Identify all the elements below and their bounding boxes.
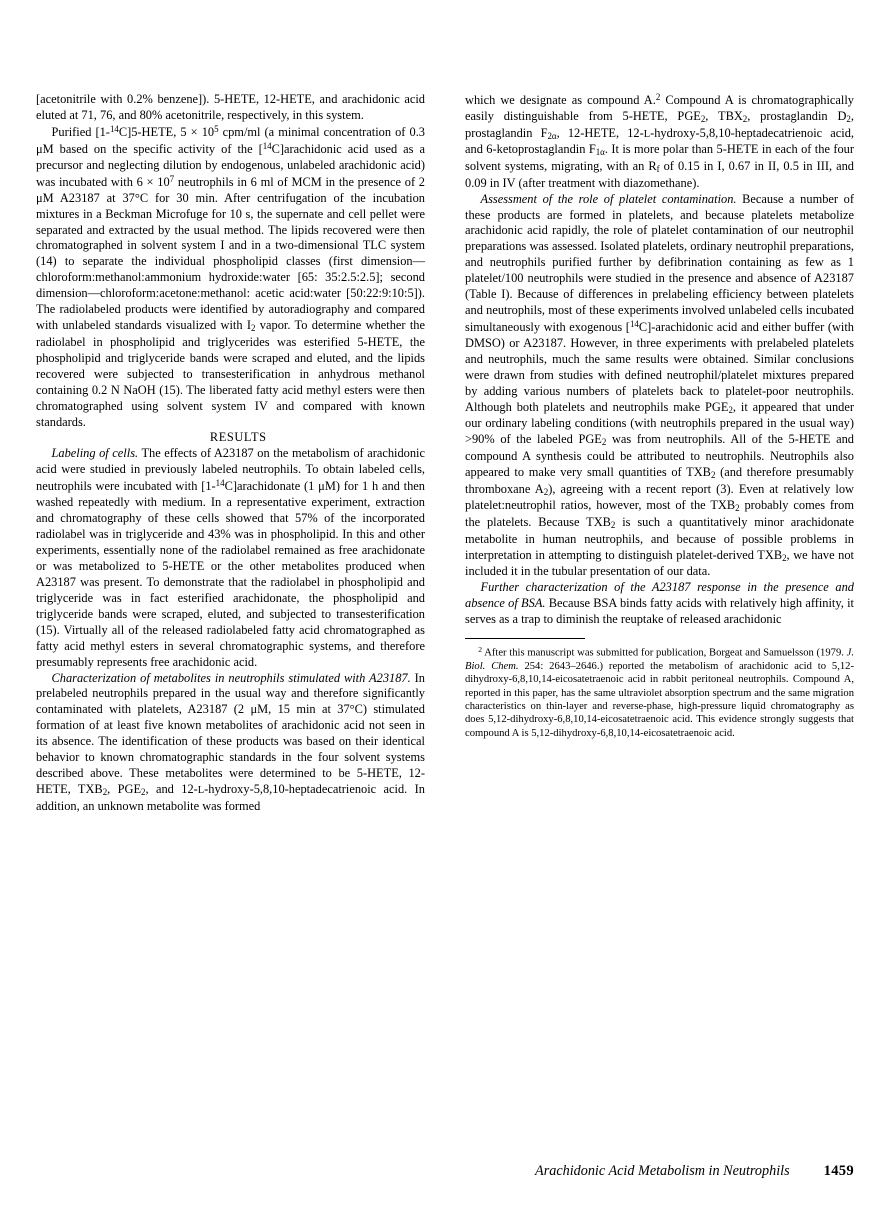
page-footer bbox=[36, 1163, 854, 1180]
subscript: 2 bbox=[700, 114, 706, 125]
text-run: In prelabeled neutrophils prepared in the usual way and therefore significantly contaminated with platelets, A23187 (2 bbox=[36, 670, 425, 717]
footnote-divider bbox=[465, 638, 585, 639]
footnote-reference-2[interactable]: 2 bbox=[655, 92, 661, 102]
text-run: M) for 1 h and then washed repeatedly with medium. In a representative experiment, extraction and chromatography of these cells showed that 57% of the incorporated radiolabel was in triglyceride and 43% was in phospholipid. In this and other experiments, essentially none of the radiolabel remained as free arachidonate or was metabolized to 5-HETE or the other metabolites produced when A23187 was present. To demonstrate that the radiolabel in phospholipid and triglyceride was in fact esterified arachidonate, the phospholipid and triglyceride bands were scraped, eluted, and subjected to transesterification (15). Virtually all of the released radiolabeled fatty acid chromatographed as fatty acid methyl esters in several chromatographic systems, and therefore presumably represents free arachidonic acid. bbox=[36, 479, 425, 669]
subscript: 2 bbox=[710, 470, 716, 481]
micro-symbol: μ bbox=[36, 190, 43, 205]
text-run: probably comes from the platelets. Because TXB bbox=[465, 498, 854, 530]
paragraph-compound-a bbox=[465, 92, 854, 192]
subscript: 1α bbox=[595, 147, 605, 158]
paragraph-methods-acetonitrile bbox=[36, 92, 425, 124]
text-run: was from neutrophils. All of the 5-HETE and compound A synthesis could be attributed to neutrophils. Neutrophils also appeared to make very small quantities of TXB bbox=[465, 432, 855, 479]
micro-symbol: μ bbox=[250, 702, 258, 717]
subscript: 2α bbox=[547, 130, 557, 141]
text-run: , we have not included it in the tubular presentation of our data. bbox=[465, 547, 855, 579]
superscript-isotope: 14 bbox=[262, 140, 272, 151]
text-run: Compound A is chromatographically easily distinguishable from 5-HETE, PGE bbox=[465, 93, 854, 123]
text-run: , it appeared that under our ordinary labeling conditions (with neutrophils prepared in the usual way) >90% of the labeled PGE bbox=[465, 399, 854, 447]
text-run: -hydroxy-5,8,10-heptadecatrienoic acid. In addition, an unknown metabolite was formed bbox=[36, 782, 425, 813]
text-run: The effects of A23187 on the metabolism of arachidonic acid were studied in previously labeled neutrophils. To obtain labeled cells, neutrophils were incubated with [1- bbox=[36, 446, 425, 494]
page-number: 1459 bbox=[823, 1163, 854, 1179]
paragraph-labeling-of-cells bbox=[36, 446, 425, 670]
micro-symbol: μ bbox=[318, 479, 325, 494]
text-run: cpm/ml (a minimal concentration of 0.3 bbox=[218, 124, 425, 139]
text-run: 254: 2643–2646.) reported the metabolism of arachidonic acid to 5,12-dihydroxy-6,8,10,14-eicosatetraenoic acid in rabbit peritoneal neutrophils. Compound A, reported in this paper, has the same ultraviolet absorption spectrum and the same migration characteristics on thin-layer and reverse-phase, high-pressure liquid chromatography as does 5,12-dihydroxy-6,8,10,14-eicosatetraenoic acid. This evidence strongly suggests that compound A is 5,12-dihydroxy-6,8,10,14-eicosatetraenoic acid. bbox=[465, 660, 854, 739]
text-run: is such a quantitatively minor arachidonate metabolite in human neutrophils, and because of possible problems in interpretation in attempting to distinguish platelet-derived TXB bbox=[465, 515, 854, 562]
subscript: 2 bbox=[782, 552, 787, 563]
subscript: 2 bbox=[610, 520, 616, 531]
text-run: ), agreeing with a recent report (3). Even at relatively low platelet:neutrophil ratios, however, most of the TXB bbox=[465, 481, 854, 513]
runin-heading-labeling-of-cells: Labeling of cells. bbox=[51, 446, 139, 461]
text-run: (and therefore presumably thromboxane A bbox=[465, 465, 854, 496]
subscript: 2 bbox=[543, 486, 549, 497]
runin-heading-further-characterization: Further characterization of the A23187 response in the presence and absence of BSA. bbox=[465, 580, 854, 611]
text-run: , prostaglandin F bbox=[465, 108, 854, 140]
text-run: [acetonitrile with 0.2% benzene]). 5-HETE, 12-HETE, and arachidonic acid eluted at 71, 76, and 80% acetonitrile, respectively, in this system. bbox=[36, 92, 425, 122]
text-run: M, 15 min at 37°C) stimulated formation of at least five known metabolites of arachidonic acid not seen in its absence. The identification of these products was based on their identical behavior to known chromatographic standards in the four solvent systems described above. These metabolites were determined to be 5-HETE, 12-HETE, TXB bbox=[36, 702, 425, 797]
subscript-rf: f bbox=[656, 164, 660, 175]
text-run: Because BSA binds fatty acids with relatively high affinity, it serves as a trap to diminish the reuptake of released arachidonic bbox=[465, 596, 854, 627]
text-run: . It is more polar than 5-HETE in each of the four solvent systems, migrating, with an R bbox=[465, 142, 854, 173]
runin-heading-characterization: Characterization of metabolites in neutrophils stimulated with A23187. bbox=[51, 670, 411, 685]
two-column-body bbox=[36, 92, 854, 815]
text-run: M A23187 at 37°C for 30 min. After centrifugation of the incubation mixtures in a Beckman Microfuge for 10 s, the supernate and cell pellet were separated and extracted by the usual method. The lipids recovered were then chromatographed in solvent system I and in a two-dimensional TLC system (14) to separate the individual phospholipid classes (first dimension—chloroform:methanol:ammonium hydroxide:water [65: 35:2.5:2.5]; second dimension—chloroform:acetone:methanol: acetic acid:water [50:22:9:10:5]). The radiolabeled products were identified by autoradiography and compared with unlabeled standards visualized with I bbox=[36, 190, 425, 333]
text-run: Purified [1- bbox=[51, 124, 110, 139]
text-run: neutrophils in 6 ml of MCM in the presence of 2 bbox=[174, 174, 425, 189]
text-run: Because a number of these products are formed in platelets, and because platelets metabolize arachidonic acid rapidly, the role of platelet contamination of our neutrophil preparations was assessed. Isolated platelets, ordinary neutrophil preparations, and neutrophils purified further by defibrination containing as few as 1 platelet/100 neutrophils were studied in the presence and absence of A23187 (Table I). Because of differences in prelabeling efficiency between platelets and neutrophils, most of these experiments involved unlabeled cells incubated simultaneously with exogenous [ bbox=[465, 191, 854, 335]
subscript: 2 bbox=[846, 114, 851, 125]
footnote-marker: 2 bbox=[478, 645, 483, 655]
section-heading-results: RESULTS bbox=[209, 430, 267, 445]
superscript-exponent: 5 bbox=[214, 123, 219, 134]
subscript: 2 bbox=[141, 787, 146, 798]
text-run: , PGE bbox=[107, 782, 142, 797]
subscript: 2 bbox=[728, 405, 733, 415]
paragraph-platelet-contamination bbox=[465, 192, 854, 581]
superscript-isotope: 14 bbox=[215, 478, 225, 489]
text-run: M based on the specific activity of the [ bbox=[42, 141, 263, 156]
text-run: C]5-HETE, 5 × 10 bbox=[118, 124, 215, 139]
paragraph-characterization-metabolites bbox=[36, 671, 425, 815]
text-run: vapor. To determine whether the radiolabel in phospholipid and triglycerides was esterified 5-HETE, the phospholipid and triglyceride bands were scraped and eluted, and the lipids recovered were subjected to transesterification in anhydrous methanol containing 0.2 N NaOH (15). The liberated fatty acid methyl esters were then chromatographed using solvent system IV and compared with known standards. bbox=[36, 318, 426, 429]
subscript: 2 bbox=[735, 503, 740, 514]
text-run: C]arachidonate (1 bbox=[224, 479, 319, 494]
text-run: , prostaglandin D bbox=[747, 108, 847, 123]
micro-symbol: μ bbox=[36, 141, 43, 156]
text-run: , 12-HETE, 12- bbox=[556, 125, 644, 140]
superscript-isotope: 14 bbox=[109, 123, 119, 134]
subscript: 2 bbox=[601, 437, 607, 448]
running-title: Arachidonic Acid Metabolism in Neutrophils bbox=[535, 1163, 790, 1179]
paragraph-purified-hete bbox=[36, 124, 425, 431]
text-run: of 0.15 in I, 0.67 in II, 0.5 in III, and 0.09 in IV (after treatment with diazomethane). bbox=[465, 158, 855, 190]
subscript: 2 bbox=[742, 114, 748, 125]
text-run: , TBX bbox=[705, 108, 743, 123]
footnote-block bbox=[465, 638, 854, 740]
superscript-isotope: 14 bbox=[629, 319, 639, 330]
text-run: , and 12- bbox=[145, 782, 198, 797]
smallcap-stereo-descriptor: L bbox=[643, 128, 651, 140]
journal-name-italic: J. Biol. Chem. bbox=[465, 647, 854, 672]
superscript-exponent: 7 bbox=[169, 173, 175, 184]
runin-heading-platelet-contamination: Assessment of the role of platelet contamination. bbox=[480, 191, 737, 206]
text-run: C]-arachidonic acid and either buffer (with DMSO) or A23187. However, in three experiments with prelabeled platelets and neutrophils, much the same results were obtained. Similar conclusions were drawn from studies with defined neutrophil/platelet mixtures prepared by adding various numbers of platelets back to platelet-poor neutrophils. Although both platelets and neutrophils make PGE bbox=[465, 320, 855, 414]
footnote-2 bbox=[465, 645, 854, 740]
smallcap-stereo-descriptor: L bbox=[197, 785, 205, 797]
text-run: C]arachidonic acid used as a precursor and neglecting dilution by endogenous, unlabeled arachidonic acid) was incubated with 6 × 10 bbox=[36, 141, 425, 189]
text-run: After this manuscript was submitted for publication, Borgeat and Samuelsson (1979. bbox=[482, 647, 847, 659]
paragraph-further-characterization bbox=[465, 580, 854, 628]
subscript: 2 bbox=[251, 323, 256, 334]
text-run: -hydroxy-5,8,10-heptadecatrienoic acid, and 6-ketoprostaglandin F bbox=[465, 125, 854, 157]
subscript: 2 bbox=[102, 787, 108, 798]
right-column bbox=[465, 92, 854, 815]
left-column bbox=[36, 92, 425, 815]
text-run: which we designate as compound A. bbox=[465, 93, 656, 108]
